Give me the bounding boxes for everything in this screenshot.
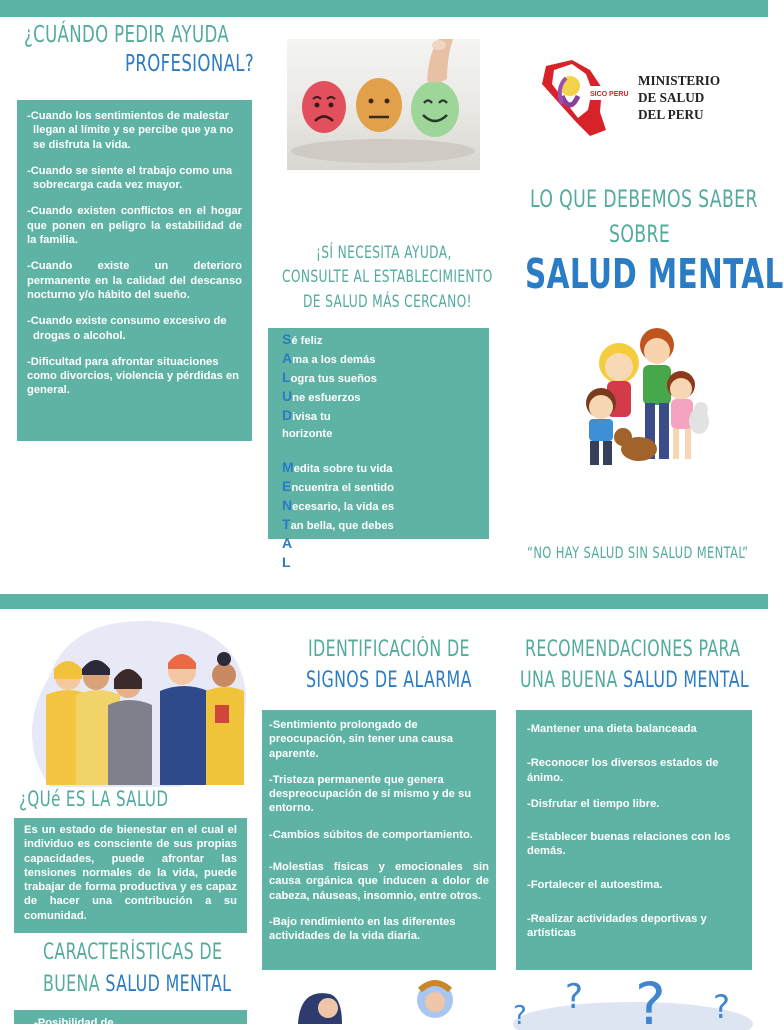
features-title-line1: CARACTERÍSTICAS DE [43,940,223,965]
group-illustration [10,615,258,788]
ministry-name: MINISTERIO DE SALUD DEL PERU [638,73,721,122]
recs-title-line2: UNA BUENA SALUD MENTAL [520,668,750,693]
list-item: -Realizar actividades deportivas y artísticas [527,913,707,940]
acrostic-line: Lograrás una buena salud mental [282,554,463,570]
help-title-line1: ¿CUÁNDO PEDIR AYUDA [24,22,230,48]
acrostic-line: horizonte [282,428,333,440]
what-body-box [14,818,247,933]
logo-text: SICO PERU [590,91,629,98]
acrostic-line: Medita sobre tu vida [282,459,393,475]
list-item: -Cuando existe un deterioro permanente en la calidad del descanso nocturno y/o hábito del sueño. [27,260,242,301]
list-item: -Fortalecer el autoestima. [527,878,663,891]
question-marks-illustration [505,970,760,1030]
acrostic-line: Tan bella, que debes [282,516,394,532]
list-item: -Reconocer los diversos estados de ánimo. [527,757,719,784]
acrostic-line: Ama a los demás [282,350,376,366]
list-item: -Mantener una dieta balanceada [527,723,697,735]
list-item: -Dificultad para afrontar situaciones como divorcios, violencia y pérdidas en general. [27,355,240,397]
recs-list-box [516,710,752,970]
happy-face-icon [411,81,459,137]
acrostic-line: Divisa tu [282,407,331,423]
consult-line1: ¡SÍ NECESITA AYUDA, [316,243,452,263]
sad-face-icon [302,81,346,133]
acrostic-line: Amar, solo así [282,535,360,551]
cover-line1: LO QUE DEBEMOS SABER [530,185,758,213]
list-item: -Disfrutar el tiempo libre. [527,797,660,810]
list-item: -Molestias físicas y emocionales sin causa orgánica que inducen a dolor de cabeza, náuseas, insomnio, entre otros. [269,861,489,902]
features-box: -Posibilidad de ... ....... ... [14,1010,247,1024]
middle-band [0,594,768,609]
list-item: -Bajo rendimiento en las diferentes actividades de la vida diaria. [269,915,456,943]
list-item: -Establecer buenas relaciones con los demás. [527,831,731,858]
list-item: -Cuando los sentimientos de malestar llegan al límite y se percibe que ya no se disfruta la vida. [27,110,234,151]
list-item: -Cuando existe consumo excesivo de drogas o alcohol. [27,315,227,342]
emoji-faces-illustration [287,39,480,170]
acrostic-line: Une esfuerzos [282,388,361,404]
consult-line2: CONSULTE AL ESTABLECIMIENTO [282,267,493,287]
acrostic-line: Encuentra el sentido [282,478,394,494]
neutral-face-icon [356,78,402,132]
signs-list-box [262,710,496,970]
acrostic-line: Necesario, la vida es [282,497,395,513]
cover-title: SALUD MENTAL [525,250,784,298]
consult-line3: DE SALUD MÁS CERCANO! [303,292,472,312]
help-title-line2: PROFESIONAL? [125,51,255,77]
emotions-photo [287,39,480,170]
recs-title-line1: RECOMENDACIONES PARA [525,637,741,662]
acrostic-line: Sé feliz [282,331,323,347]
ministry-logo [532,56,632,140]
cover-line2: SOBRE [609,220,671,248]
top-band [0,0,768,17]
list-item: -Cuando se siente el trabajo como una sobrecarga cada vez mayor. [27,164,233,192]
acrostic-line: Logra tus sueños [282,369,377,385]
family-illustration [561,325,721,480]
acrostic-box [268,328,489,570]
question-mark-icon: ? [565,977,584,1017]
people-illustration [290,980,480,1024]
signs-title-line2: SIGNOS DE ALARMA [306,668,472,693]
signs-title-line1: IDENTIFICACIÓN DE [308,637,470,662]
question-mark-icon: ? [513,1001,527,1030]
features-title-line2: BUENA SALUD MENTAL [43,972,232,997]
help-list-box [17,100,252,441]
what-body: Es un estado de bienestar en el cual el individuo es consciente de sus propias capacidades, puede afrontar las tensiones normales de la vida, puede trabajar de forma productiva y es capaz de hacer una contribución a su comunidad. [24,824,237,922]
cover-quote: “NO HAY SALUD SIN SALUD MENTAL” [527,543,749,562]
list-item: -Tristeza permanente que genera despreocupación de sí mismo y de su entorno. [269,773,472,815]
what-title: ¿QUé ES LA SALUD [19,787,169,811]
list-item: -Sentimiento prolongado de preocupación, sin tener una causa aparente. [269,719,454,760]
question-mark-icon: ? [635,970,666,1030]
list-item: -Cuando existen conflictos en el hogar que ponen en peligro la estabilidad de la familia. [27,205,242,247]
list-item: -Cambios súbitos de comportamiento. [269,828,473,841]
question-mark-icon: ? [713,988,730,1026]
